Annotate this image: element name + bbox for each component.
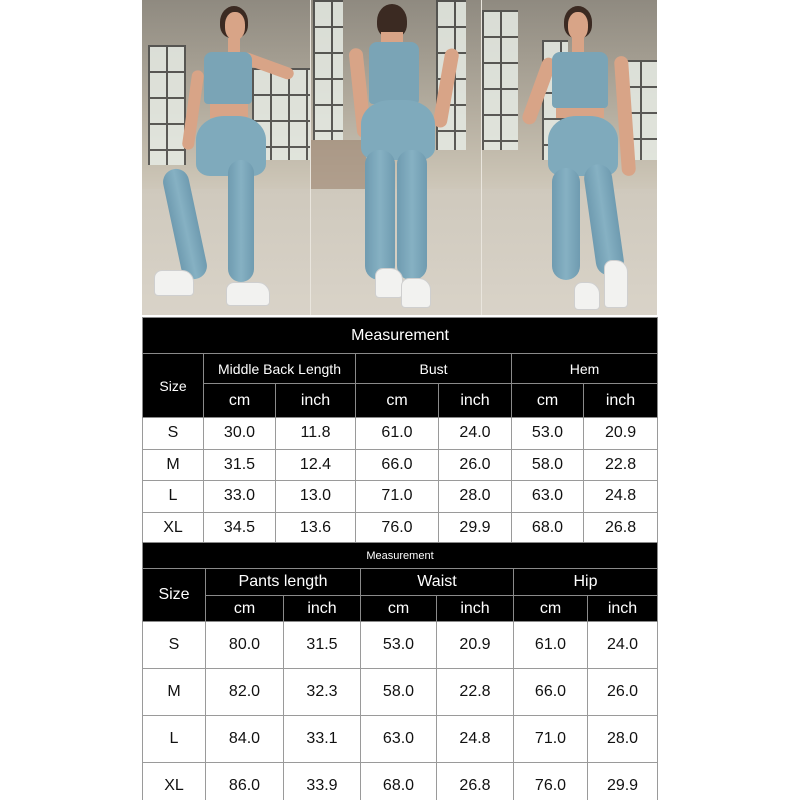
value-cell: 20.9 [584,418,658,450]
pants-size-chart-table [142,542,658,800]
value-cell: 29.9 [439,512,512,544]
table-row [143,622,658,669]
value-cell: 80.0 [206,622,284,669]
table-row [143,512,658,544]
size-cell: S [143,622,206,669]
product-photo-back [310,0,482,315]
value-cell: 68.0 [361,763,437,800]
table-title: Measurement [143,543,658,569]
value-cell: 61.0 [514,622,588,669]
size-column-header: Size [143,569,206,622]
table-row [143,418,658,450]
table-row [143,763,658,800]
value-cell: 33.1 [284,716,361,763]
size-cell: XL [143,763,206,800]
size-column-header: Size [143,354,204,418]
product-photo-front [482,0,657,315]
value-cell: 33.9 [284,763,361,800]
product-photo-strip [142,0,657,315]
size-cell: S [143,418,204,450]
unit-header: cm [206,596,284,622]
value-cell: 68.0 [512,512,584,544]
value-cell: 24.0 [439,418,512,450]
model-figure [482,0,657,315]
value-cell: 76.0 [356,512,439,544]
value-cell: 22.8 [437,669,514,716]
value-cell: 82.0 [206,669,284,716]
unit-header: cm [512,384,584,418]
value-cell: 76.0 [514,763,588,800]
value-cell: 24.8 [437,716,514,763]
unit-header: inch [284,596,361,622]
size-cell: M [143,669,206,716]
value-cell: 26.0 [588,669,658,716]
value-cell: 28.0 [439,481,512,513]
unit-header: inch [588,596,658,622]
value-cell: 58.0 [512,449,584,481]
value-cell: 13.6 [276,512,356,544]
value-cell: 63.0 [361,716,437,763]
value-cell: 29.9 [588,763,658,800]
unit-header: cm [514,596,588,622]
value-cell: 71.0 [356,481,439,513]
product-photo-front-side [142,0,310,315]
group-header-waist: Waist [361,569,514,596]
value-cell: 61.0 [356,418,439,450]
value-cell: 32.3 [284,669,361,716]
unit-header: inch [584,384,658,418]
unit-header: inch [276,384,356,418]
size-cell: M [143,449,204,481]
size-cell: XL [143,512,204,544]
group-header-bust: Bust [356,354,512,384]
unit-header: cm [356,384,439,418]
value-cell: 33.0 [204,481,276,513]
value-cell: 11.8 [276,418,356,450]
value-cell: 13.0 [276,481,356,513]
table-row [143,481,658,513]
group-header-hip: Hip [514,569,658,596]
value-cell: 30.0 [204,418,276,450]
value-cell: 63.0 [512,481,584,513]
value-cell: 31.5 [284,622,361,669]
value-cell: 26.0 [439,449,512,481]
table-row [143,669,658,716]
value-cell: 22.8 [584,449,658,481]
value-cell: 66.0 [356,449,439,481]
table-title: Measurement [143,318,658,354]
group-header-hem: Hem [512,354,658,384]
value-cell: 26.8 [437,763,514,800]
value-cell: 31.5 [204,449,276,481]
unit-header: cm [204,384,276,418]
value-cell: 24.0 [588,622,658,669]
value-cell: 28.0 [588,716,658,763]
group-header-pants-length: Pants length [206,569,361,596]
size-cell: L [143,481,204,513]
table-row [143,449,658,481]
value-cell: 26.8 [584,512,658,544]
table-row [143,716,658,763]
size-cell: L [143,716,206,763]
value-cell: 71.0 [514,716,588,763]
model-figure [142,0,310,315]
value-cell: 12.4 [276,449,356,481]
value-cell: 34.5 [204,512,276,544]
value-cell: 53.0 [512,418,584,450]
value-cell: 20.9 [437,622,514,669]
model-figure [311,0,482,315]
top-size-chart-table [142,317,658,544]
group-header-middle-back-length: Middle Back Length [204,354,356,384]
unit-header: inch [437,596,514,622]
value-cell: 24.8 [584,481,658,513]
value-cell: 58.0 [361,669,437,716]
value-cell: 86.0 [206,763,284,800]
value-cell: 84.0 [206,716,284,763]
value-cell: 53.0 [361,622,437,669]
unit-header: inch [439,384,512,418]
unit-header: cm [361,596,437,622]
value-cell: 66.0 [514,669,588,716]
